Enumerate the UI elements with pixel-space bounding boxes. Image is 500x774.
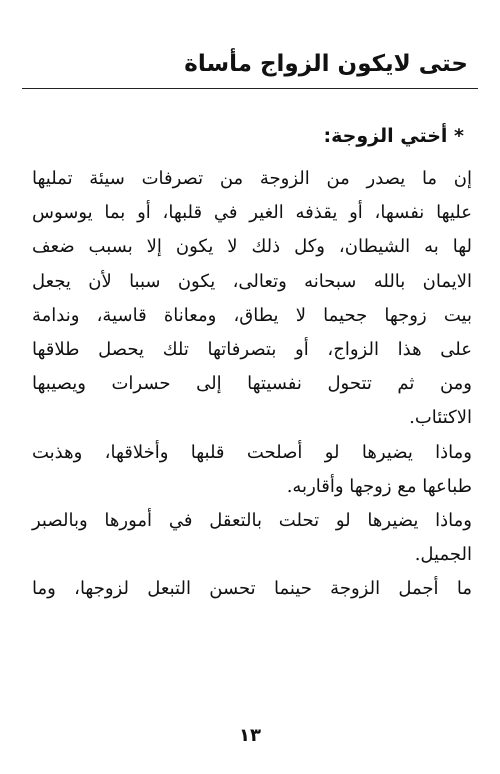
running-header-title: حتى لايكون الزواج مأساة [184, 51, 468, 77]
body-text [32, 162, 472, 606]
text-line: وماذا يضيرها لو أصلحت قلبها وأخلاقها، وهذبت [32, 441, 472, 463]
text-line: لها به الشيطان، وكل ذلك لا يكون إلا بسبب ضعف [32, 236, 472, 258]
paragraph [32, 162, 472, 436]
section-heading: * أختي الزوجة: [323, 125, 464, 147]
text-line: على هذا الزواج، أو بتصرفاتها تلك يحصل طلاقها [32, 338, 472, 360]
text-line: وماذا يضيرها لو تحلت بالتعقل في أمورها وبالصبر [32, 509, 472, 531]
text-line: الاكتئاب. [409, 407, 472, 429]
text-line: ومن ثم تتحول نفسيتها إلى حسرات ويصيبها [32, 373, 472, 395]
text-line: الجميل. [414, 544, 472, 566]
text-line: الايمان بالله سبحانه وتعالى، يكون سببا لأن يجعل [32, 270, 472, 292]
text-line: ما أجمل الزوجة حينما تحسن التبعل لزوجها، وما [32, 578, 472, 600]
text-line: طباعها مع زوجها وأقاربه. [286, 475, 472, 497]
text-line: عليها نفسها، أو يقذفه الغير في قلبها، أو بما يوسوس [32, 202, 472, 224]
paragraph [32, 572, 472, 606]
header-rule [22, 88, 478, 89]
paragraph [32, 436, 472, 504]
page-number: ١٣ [239, 725, 261, 746]
text-line: بيت زوجها جحيما لا يطاق، ومعاناة قاسية، وندامة [32, 304, 472, 326]
paragraph [32, 504, 472, 572]
text-line: إن ما يصدر من الزوجة من تصرفات سيئة تمليها [32, 168, 472, 189]
